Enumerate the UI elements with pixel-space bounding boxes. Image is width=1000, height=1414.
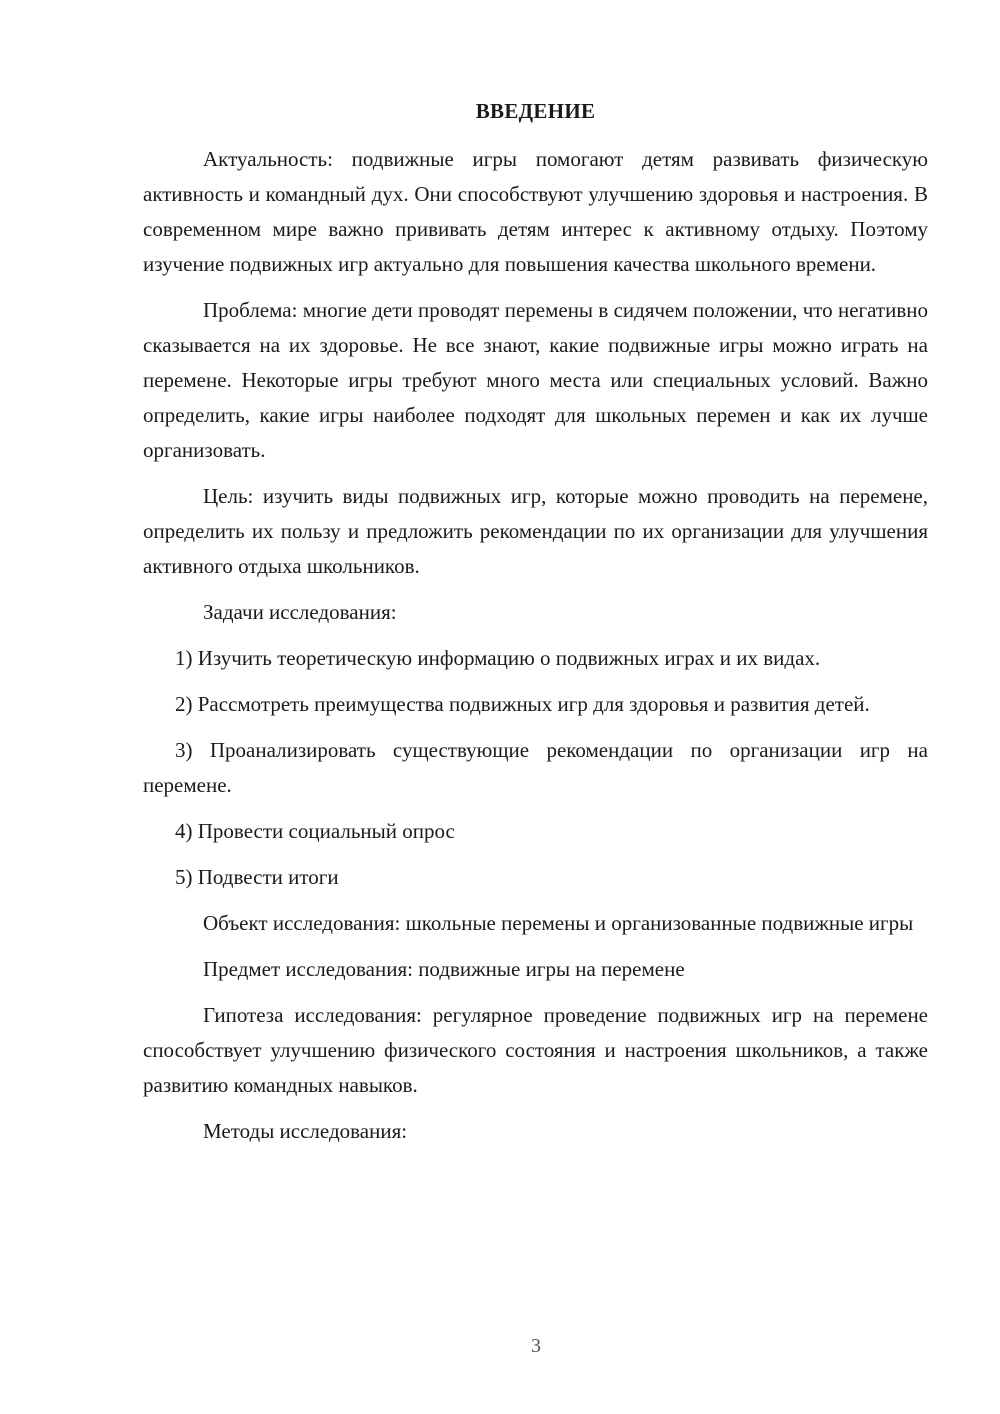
task-item-3: 3) Проанализировать существующие рекомендации по организации игр на перемене. bbox=[143, 738, 928, 797]
paragraph-problem: Проблема: многие дети проводят перемены в сидячем положении, что негативно сказывается на их здоровье. Не все знают, какие подвижные игры можно играть на перемене. Некоторые игры требуют много места или специальных условий. Важно определить, какие игры наиболее подходят для школьных перемен и как их лучше организовать. bbox=[143, 298, 928, 462]
section-title: ВВЕДЕНИЕ bbox=[475, 99, 596, 123]
paragraph-goal: Цель: изучить виды подвижных игр, которые можно проводить на перемене, определить их пользу и предложить рекомендации по их организации для улучшения активного отдыха школьников. bbox=[143, 484, 928, 578]
paragraph-methods: Методы исследования: bbox=[203, 1119, 408, 1143]
paragraph-subject: Предмет исследования: подвижные игры на перемене bbox=[203, 957, 685, 981]
task-item-4: 4) Провести социальный опрос bbox=[175, 819, 455, 843]
paragraph-object: Объект исследования: школьные перемены и организованные подвижные игры bbox=[203, 911, 914, 935]
page-number: 3 bbox=[531, 1335, 541, 1357]
task-item-2: 2) Рассмотреть преимущества подвижных игр для здоровья и развития детей. bbox=[175, 692, 870, 716]
paragraph-hypothesis: Гипотеза исследования: регулярное проведение подвижных игр на перемене способствует улучшению физического состояния и настроения школьников, а также развитию командных навыков. bbox=[143, 1003, 928, 1097]
task-item-5: 5) Подвести итоги bbox=[175, 865, 339, 889]
paragraph-tasks-heading: Задачи исследования: bbox=[203, 600, 397, 624]
paragraph-relevance: Актуальность: подвижные игры помогают детям развивать физическую активность и командный дух. Они способствуют улучшению здоровья и настроения. В современном мире важно прививать детям интерес к активному отдыху. Поэтому изучение подвижных игр актуально для повышения качества школьного времени. bbox=[143, 147, 928, 276]
document-page bbox=[143, 94, 928, 1160]
task-item-1: 1) Изучить теоретическую информацию о подвижных играх и их видах. bbox=[175, 646, 821, 670]
